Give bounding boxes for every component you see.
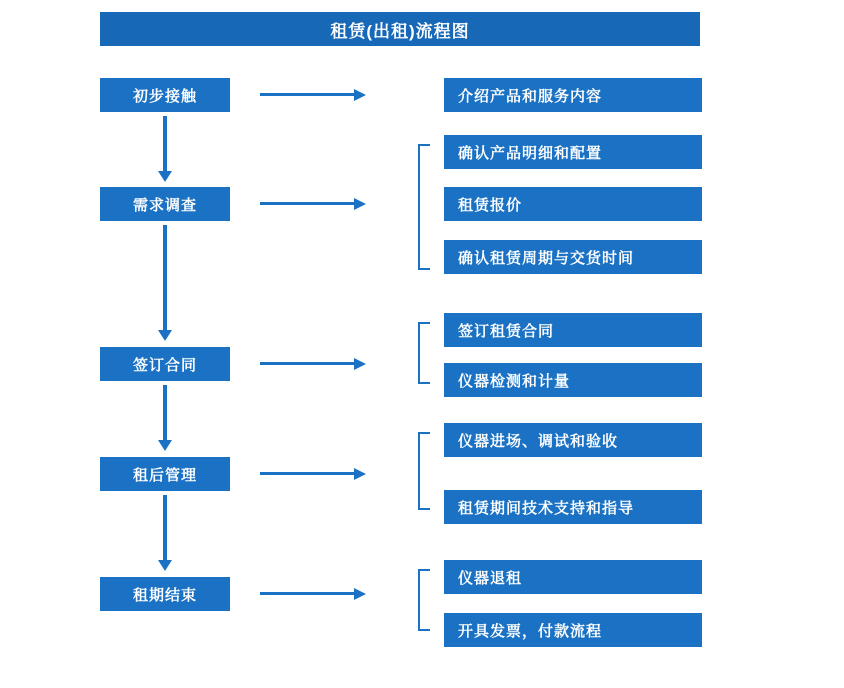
- down-arrow-icon: [163, 385, 167, 441]
- detail-box: 租赁报价: [444, 187, 702, 221]
- right-arrow-icon: [260, 472, 355, 475]
- group-bracket: [418, 432, 430, 510]
- stage-box: 租期结束: [100, 577, 230, 611]
- detail-box: 租赁期间技术支持和指导: [444, 490, 702, 524]
- right-arrow-icon: [260, 93, 355, 96]
- group-bracket: [418, 322, 430, 384]
- detail-box: 仪器检测和计量: [444, 363, 702, 397]
- down-arrow-icon: [163, 116, 167, 172]
- detail-box: 确认产品明细和配置: [444, 135, 702, 169]
- down-arrow-icon: [163, 225, 167, 331]
- right-arrow-icon: [260, 362, 355, 365]
- stage-box: 租后管理: [100, 457, 230, 491]
- group-bracket: [418, 569, 430, 631]
- down-arrow-icon: [163, 495, 167, 561]
- chart-title: 租赁(出租)流程图: [100, 12, 700, 46]
- stage-box: 初步接触: [100, 78, 230, 112]
- detail-box: 仪器进场、调试和验收: [444, 423, 702, 457]
- detail-box: 确认租赁周期与交货时间: [444, 240, 702, 274]
- stage-box: 需求调查: [100, 187, 230, 221]
- detail-box: 签订租赁合同: [444, 313, 702, 347]
- detail-box: 介绍产品和服务内容: [444, 78, 702, 112]
- stage-box: 签订合同: [100, 347, 230, 381]
- group-bracket: [418, 144, 430, 270]
- right-arrow-icon: [260, 202, 355, 205]
- detail-box: 仪器退租: [444, 560, 702, 594]
- detail-box: 开具发票，付款流程: [444, 613, 702, 647]
- right-arrow-icon: [260, 592, 355, 595]
